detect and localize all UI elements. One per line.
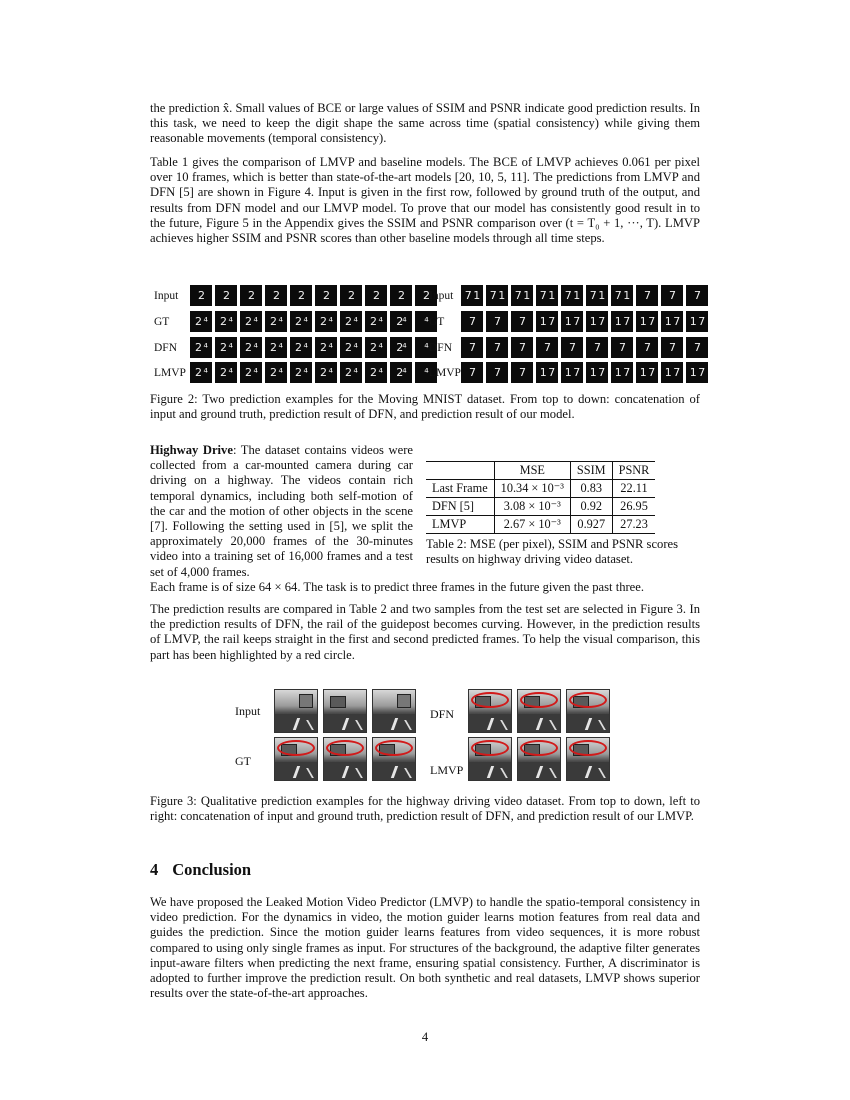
- mnist-frame: 1 7: [561, 362, 583, 383]
- figure-2-left-example: [154, 283, 429, 383]
- section-number: 4: [150, 860, 159, 879]
- mnist-frame: 7: [461, 311, 483, 332]
- mnist-frame: 7: [511, 311, 533, 332]
- mnist-frame: 7: [511, 337, 533, 358]
- figure-2-row: [154, 337, 428, 359]
- paper-page: [150, 0, 705, 1100]
- highway-frame-image: [468, 737, 512, 781]
- mnist-frame: 7: [661, 337, 683, 358]
- figure-2-row-label: GT: [429, 316, 445, 328]
- table-2-cell-psnr: 27.23: [612, 516, 655, 534]
- mnist-frame: 2 ⁴: [340, 362, 362, 383]
- figure-2-row-label: LMVP: [429, 367, 461, 379]
- mnist-frame: 2 ⁴: [365, 362, 387, 383]
- figure-2-row-label: DFN: [429, 342, 453, 354]
- mnist-frame: 7: [636, 337, 658, 358]
- figure-2-row-label: GT: [154, 316, 170, 328]
- figure-3-dfn-frames: [468, 689, 610, 733]
- mnist-frame: 2: [240, 285, 262, 306]
- mnist-frame: 2 ⁴: [265, 362, 287, 383]
- figure-2-frame-strip: [461, 285, 708, 306]
- highway-frame-image: [323, 737, 367, 781]
- mnist-frame: 1 7: [661, 362, 683, 383]
- figure-2-frame-strip: [461, 337, 708, 358]
- mnist-frame: ⁴: [415, 337, 437, 358]
- highway-frame-image: [566, 737, 610, 781]
- table-2-caption: Table 2: MSE (per pixel), SSIM and PSNR scores results on highway driving video dataset.: [426, 537, 679, 567]
- figure-3: [150, 687, 700, 787]
- red-circle-highlight: [520, 740, 558, 756]
- mnist-frame: 2 ⁴: [290, 362, 312, 383]
- figure-2-row-label: DFN: [154, 342, 178, 354]
- mnist-frame: 2: [415, 285, 437, 306]
- mnist-frame: 2 ⁴: [290, 337, 312, 358]
- table-2-row-label: DFN [5]: [432, 499, 475, 513]
- mnist-frame: 2 ⁴: [265, 337, 287, 358]
- figure-2-frame-strip: [190, 311, 437, 332]
- paragraph-highway-drive: [150, 443, 413, 580]
- page-number: 4: [421, 1030, 429, 1044]
- table-2-header-mse: MSE: [494, 462, 570, 480]
- mnist-frame: 7 1: [511, 285, 533, 306]
- red-circle-highlight: [375, 740, 413, 756]
- red-circle-highlight: [326, 740, 364, 756]
- figure-2-row: [154, 362, 428, 384]
- mnist-frame: 2: [290, 285, 312, 306]
- mnist-frame: 1 7: [686, 362, 708, 383]
- figure-2-row-label: LMVP: [154, 367, 186, 379]
- mnist-frame: 7 1: [536, 285, 558, 306]
- mnist-frame: 2: [265, 285, 287, 306]
- table-2-cell-ssim: 0.927: [570, 516, 612, 534]
- table-2: [426, 461, 701, 534]
- figure-2-frame-strip: [190, 362, 437, 383]
- mnist-frame: 7: [661, 285, 683, 306]
- table-2-cell-mse: 2.67 × 10⁻³: [494, 516, 570, 534]
- highway-frame-image: [372, 737, 416, 781]
- highway-frame-image: [468, 689, 512, 733]
- mnist-frame: 7 1: [486, 285, 508, 306]
- paragraph-frame-size: Each frame is of size 64 × 64. The task is to predict three frames in the future given the past three.: [150, 580, 645, 594]
- figure-3-label-dfn: DFN: [430, 707, 455, 721]
- highway-frame-image: [372, 689, 416, 733]
- mnist-frame: 2⁴: [390, 362, 412, 383]
- figure-3-input-frames: [274, 689, 416, 733]
- mnist-frame: 2 ⁴: [190, 337, 212, 358]
- paragraph-intro: the prediction x̂. Small values of BCE or large values of SSIM and PSNR indicate good prediction results. In this task, we need to keep the digit shape the same across time (spatial consistency) while giving them reasonable movements (temporal consistency).: [150, 101, 700, 146]
- mnist-frame: 2 ⁴: [340, 311, 362, 332]
- red-circle-highlight: [471, 692, 509, 708]
- mnist-frame: 2⁴: [390, 337, 412, 358]
- mnist-frame: 1 7: [661, 311, 683, 332]
- mnist-frame: 1 7: [586, 362, 608, 383]
- red-circle-highlight: [277, 740, 315, 756]
- table-2-header-ssim: SSIM: [570, 462, 612, 480]
- figure-2-caption: Figure 2: Two prediction examples for the Moving MNIST dataset. From top to down: concatenation of input and ground truth, prediction result of DFN, and prediction result of our model.: [150, 392, 700, 422]
- mnist-frame: 1 7: [536, 362, 558, 383]
- highway-frame-image: [274, 689, 318, 733]
- figure-2-frame-strip: [190, 285, 437, 306]
- mnist-frame: 2 ⁴: [365, 311, 387, 332]
- mnist-frame: 1 7: [561, 311, 583, 332]
- mnist-frame: 2 ⁴: [340, 337, 362, 358]
- figure-3-label-gt: GT: [235, 754, 251, 768]
- figure-2: [150, 283, 705, 383]
- mnist-frame: 1 7: [686, 311, 708, 332]
- figure-2-frame-strip: [461, 362, 708, 383]
- mnist-frame: 2: [215, 285, 237, 306]
- table-2-cell-mse: 10.34 × 10⁻³: [494, 480, 570, 498]
- mnist-frame: 7: [586, 337, 608, 358]
- mnist-frame: 2 ⁴: [290, 311, 312, 332]
- red-circle-highlight: [569, 692, 607, 708]
- mnist-frame: 2 ⁴: [190, 311, 212, 332]
- mnist-frame: 7: [561, 337, 583, 358]
- table-2-row-label: Last Frame: [432, 481, 488, 495]
- table-2-header-empty: [426, 462, 494, 480]
- red-circle-highlight: [569, 740, 607, 756]
- figure-2-row-label: Input: [154, 290, 179, 302]
- mnist-frame: 1 7: [611, 311, 633, 332]
- figure-3-gt-frames: [274, 737, 416, 781]
- mnist-frame: 7 1: [611, 285, 633, 306]
- table-2-grid: [426, 461, 655, 534]
- figure-2-frame-strip: [461, 311, 708, 332]
- figure-2-row: [429, 362, 705, 384]
- paragraph-table1-discussion: Table 1 gives the comparison of LMVP and baseline models. The BCE of LMVP achieves 0.061 per pixel over 10 frames, which is better than state-of-the-art models [20, 10, 5, 11]. The predictions from LMVP and DFN [5] are shown in Figure 4. Input is given in the first row, followed by ground truth of the output, and results from DFN model and our LMVP model. To prove that our model has consistently good result in to the future, Figure 5 in the Appendix gives the SSIM and PSNR comparison over (t = T₀ + 1, ···, T). LMVP achieves higher SSIM and PSNR scores than other baseline models through all time steps.: [150, 155, 700, 246]
- mnist-frame: ⁴: [415, 362, 437, 383]
- mnist-frame: 7: [486, 362, 508, 383]
- mnist-frame: 2 ⁴: [240, 311, 262, 332]
- figure-2-right-example: [429, 283, 705, 383]
- paragraph-conclusion: We have proposed the Leaked Motion Video Predictor (LMVP) to handle the spatio-temporal consistency in video prediction. For the dynamics in video, the motion guider learns motion features from real data and guides the prediction. Since the motion guider learns features from video sequences, it is more robust compared to using only single frames as input. For structures of the background, the adaptive filter generates input-aware filters when predicting the next frame, ensuring spatial consistency. Further, A discriminator is adopted to further improve the prediction result. On both synthetic and real datasets, LMVP shows superior results over the state-of-the-art approaches.: [150, 895, 700, 1001]
- mnist-frame: 1 7: [611, 362, 633, 383]
- table-2-header-row: [426, 462, 655, 480]
- red-circle-highlight: [520, 692, 558, 708]
- mnist-frame: 2 ⁴: [265, 311, 287, 332]
- figure-2-frame-strip: [190, 337, 437, 358]
- mnist-frame: 1 7: [636, 362, 658, 383]
- mnist-frame: 7: [461, 337, 483, 358]
- highway-frame-image: [517, 737, 561, 781]
- mnist-frame: 7: [461, 362, 483, 383]
- table-row: [426, 516, 655, 534]
- figure-2-row: [154, 311, 428, 333]
- highway-frame-image: [566, 689, 610, 733]
- figure-2-row: [429, 311, 705, 333]
- figure-3-caption: Figure 3: Qualitative prediction examples for the highway driving video dataset. From top to down, left to right: concatenation of input and ground truth, prediction result of DFN, and prediction result of our LMVP.: [150, 794, 700, 824]
- table-2-header-psnr: PSNR: [612, 462, 655, 480]
- table-row: [426, 480, 655, 498]
- table-2-row-label: LMVP: [432, 517, 467, 531]
- mnist-frame: 7: [686, 285, 708, 306]
- mnist-frame: 7: [536, 337, 558, 358]
- figure-2-row: [154, 285, 429, 307]
- mnist-frame: ⁴: [415, 311, 437, 332]
- mnist-frame: 7: [486, 337, 508, 358]
- mnist-frame: 2 ⁴: [240, 362, 262, 383]
- table-2-cell-mse: 3.08 × 10⁻³: [494, 498, 570, 516]
- mnist-frame: 7 1: [561, 285, 583, 306]
- highway-drive-body: : The dataset contains videos were collected from a car-mounted camera during car driving on a highway. The videos contain rich temporal dynamics, including both self-motion of the car and the motion of other objects in the scene [7]. Following the setting used in [5], we split the approximately 20,000 frames of the 30-minutes video into a training set of 16,000 frames and a test set of 4,000 frames.: [150, 443, 414, 579]
- table-2-cell-psnr: 22.11: [612, 480, 655, 498]
- highway-frame-image: [323, 689, 367, 733]
- table-2-cell-psnr: 26.95: [612, 498, 655, 516]
- figure-2-row-label: Input: [429, 290, 454, 302]
- highway-frame-image: [274, 737, 318, 781]
- table-2-cell-ssim: 0.92: [570, 498, 612, 516]
- mnist-frame: 2 ⁴: [215, 311, 237, 332]
- figure-2-row: [429, 285, 700, 307]
- mnist-frame: 2 ⁴: [215, 362, 237, 383]
- mnist-frame: 2 ⁴: [190, 362, 212, 383]
- mnist-frame: 2⁴: [390, 311, 412, 332]
- table-row: [426, 498, 655, 516]
- mnist-frame: 2 ⁴: [240, 337, 262, 358]
- mnist-frame: 1 7: [636, 311, 658, 332]
- paragraph-highway-results: The prediction results are compared in Table 2 and two samples from the test set are selected in Figure 3. In the prediction results of DFN, the rail of the guidepost becomes curving. However, in the prediction results of LMVP, the rail keeps straight in the first and second predicted frames. To help the visual comparison, this part has been highlighted by a red circle.: [150, 602, 700, 662]
- mnist-frame: 2: [315, 285, 337, 306]
- highway-frame-image: [517, 689, 561, 733]
- mnist-frame: 7: [636, 285, 658, 306]
- mnist-frame: 2 ⁴: [215, 337, 237, 358]
- red-circle-highlight: [471, 740, 509, 756]
- figure-2-row: [429, 337, 700, 359]
- mnist-frame: 2 ⁴: [315, 362, 337, 383]
- table-2-cell-ssim: 0.83: [570, 480, 612, 498]
- section-title: Conclusion: [172, 860, 252, 879]
- mnist-frame: 7: [686, 337, 708, 358]
- highway-drive-title: Highway Drive: [150, 443, 233, 457]
- mnist-frame: 2: [365, 285, 387, 306]
- mnist-frame: 2: [390, 285, 412, 306]
- mnist-frame: 7: [486, 311, 508, 332]
- mnist-frame: 2: [340, 285, 362, 306]
- mnist-frame: 7 1: [586, 285, 608, 306]
- mnist-frame: 2 ⁴: [315, 337, 337, 358]
- mnist-frame: 7: [611, 337, 633, 358]
- figure-3-label-lmvp: LMVP: [430, 763, 464, 777]
- mnist-frame: 7 1: [461, 285, 483, 306]
- mnist-frame: 2 ⁴: [315, 311, 337, 332]
- mnist-frame: 2 ⁴: [365, 337, 387, 358]
- figure-3-lmvp-frames: [468, 737, 610, 781]
- mnist-frame: 1 7: [586, 311, 608, 332]
- figure-3-label-input: Input: [235, 704, 261, 718]
- mnist-frame: 2: [190, 285, 212, 306]
- mnist-frame: 1 7: [536, 311, 558, 332]
- mnist-frame: 7: [511, 362, 533, 383]
- section-heading: [150, 860, 251, 880]
